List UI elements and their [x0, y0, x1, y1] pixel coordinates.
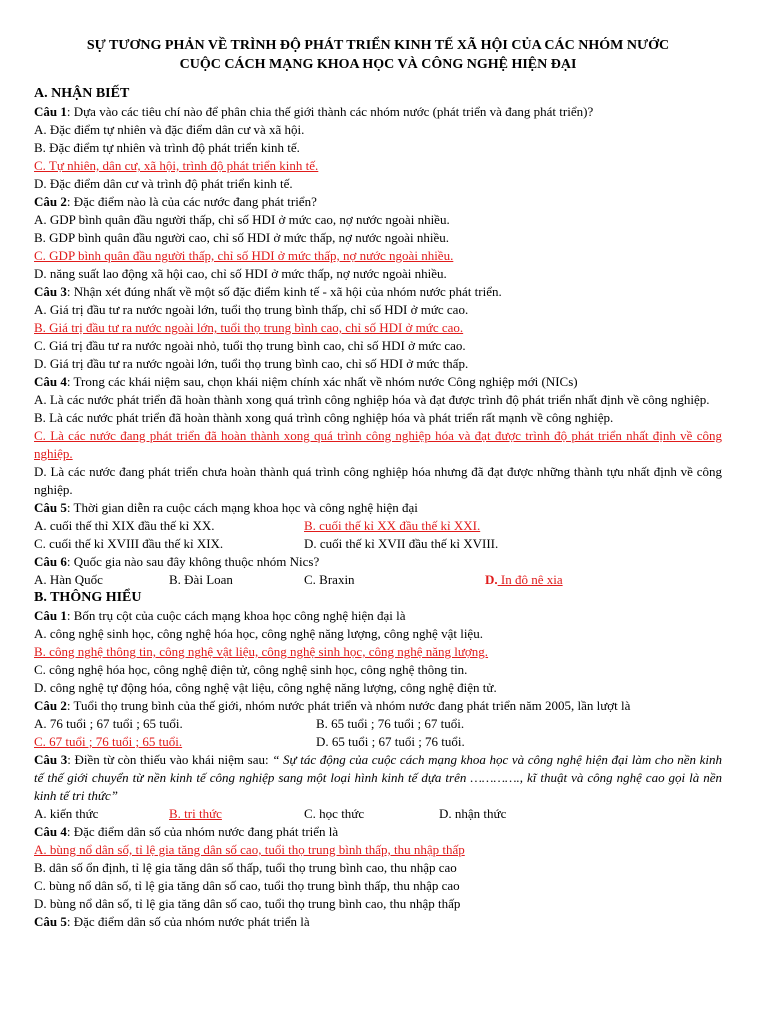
option-c: C. Giá trị đầu tư ra nước ngoài nhỏ, tuổi thọ trung bình cao, chỉ số HDI ở mức cao. — [34, 338, 466, 353]
question-text: : Quốc gia nào sau đây không thuộc nhóm Nics? — [66, 554, 320, 569]
question-b5 — [34, 913, 722, 931]
option-a: A. cuối thế thỉ XIX đầu thế kỉ XX. — [34, 518, 215, 533]
question-b1 — [34, 607, 722, 625]
option-d: D. bùng nổ dân số, tỉ lệ gia tăng dân số cao, tuổi thọ trung bình cao, thu nhập thấp — [34, 896, 461, 911]
question-number: Câu 3 — [34, 284, 67, 299]
option-c-correct: C. GDP bình quân đầu người thấp, chỉ số HDI ở mức thấp, nợ nước ngoài nhiều. — [34, 248, 454, 263]
question-b3 — [34, 751, 722, 805]
question-number: Câu 3 — [34, 752, 68, 767]
option-a: A. Hàn Quốc — [34, 572, 103, 587]
question-quote: “ Sự tác động của cuộc cách mạng khoa học và công nghệ hiện đại làm cho nền kinh tế thế giới chuyển từ nền kinh tế công nghiệp sang một loại hình kinh tế dựa trên …………., kĩ thuật và công nghệ cao gọi là nền kinh tế tri thức” — [34, 752, 723, 803]
option-c-text: C. 67 tuổi ; 76 tuổi ; 65 tuổi. — [34, 734, 183, 749]
option-b: B. 65 tuổi ; 76 tuổi ; 67 tuổi. — [316, 716, 465, 731]
question-text: : Dựa vào các tiêu chí nào để phân chia thế giới thành các nhóm nước (phát triển và đang phát triển)? — [66, 104, 594, 119]
option-b-correct — [169, 805, 304, 823]
question-number: Câu 2 — [34, 194, 67, 209]
options-row — [34, 733, 722, 751]
options-row — [34, 805, 722, 823]
question-a3 — [34, 283, 722, 301]
option-d: D. nhận thức — [439, 806, 507, 821]
option-d: D. Là các nước đang phát triển chưa hoàn thành quá trình công nghiệp hóa nhưng đã đạt được những thành tựu nhất định về công nghiệp. — [34, 464, 722, 497]
option-b-correct: B. công nghệ thông tin, công nghệ vật liệu, công nghệ sinh học, công nghệ năng lượng. — [34, 644, 489, 659]
option-d: D. Giá trị đầu tư ra nước ngoài lớn, tuổi thọ trung bình cao, chỉ số HDI ở mức thấp. — [34, 356, 469, 371]
question-number: Câu 1 — [34, 104, 67, 119]
option-b: B. Là các nước phát triển đã hoàn thành xong quá trình công nghiệp hóa và phát triển rất mạnh về công nghiệp. — [34, 410, 614, 425]
option-c-correct: C. Là các nước đang phát triển đã hoàn thành xong quá trình công nghiệp hóa và đạt được trình độ phát triển nhất định về công nghiệp. — [34, 428, 722, 461]
option-b-text: B. tri thức — [169, 806, 222, 821]
option-b-correct: B. Giá trị đầu tư ra nước ngoài lớn, tuổi thọ trung bình cao, chỉ số HDI ở mức cao. — [34, 320, 464, 335]
option-d-letter: D. — [485, 572, 498, 587]
option-b: B. Đài Loan — [169, 572, 233, 587]
option-a: A. GDP bình quân đầu người thấp, chỉ số HDI ở mức cao, nợ nước ngoài nhiều. — [34, 212, 450, 227]
option-a: A. kiến thức — [34, 806, 99, 821]
section-heading-a: A. NHẬN BIẾT — [34, 86, 130, 101]
title-line-2: CUỘC CÁCH MẠNG KHOA HỌC VÀ CÔNG NGHỆ HIỆN ĐẠI — [179, 57, 577, 72]
question-b2 — [34, 697, 722, 715]
option-c-correct — [34, 733, 316, 751]
option-c: C. học thức — [304, 806, 365, 821]
option-d-text: In đô nê xia — [497, 572, 563, 587]
question-number: Câu 1 — [34, 608, 67, 623]
option-d: D. công nghệ tự động hóa, công nghệ vật liệu, công nghệ năng lượng, công nghệ điện tử. — [34, 680, 497, 695]
question-a6 — [34, 553, 722, 571]
options-row — [34, 517, 722, 535]
question-b4 — [34, 823, 722, 841]
question-number: Câu 5 — [34, 500, 67, 515]
option-c: C. công nghệ hóa học, công nghệ điện tử, công nghệ sinh học, công nghệ thông tin. — [34, 662, 468, 677]
question-number: Câu 2 — [34, 698, 67, 713]
option-a-correct: A. bùng nổ dân số, tỉ lệ gia tăng dân số cao, tuổi thọ trung bình thấp, thu nhập thấp — [34, 842, 465, 857]
option-c: C. Braxin — [304, 572, 355, 587]
options-row — [34, 571, 722, 589]
option-d: D. 65 tuổi ; 67 tuổi ; 76 tuổi. — [316, 734, 465, 749]
option-b: B. GDP bình quân đầu người cao, chỉ số HDI ở mức thấp, nợ nước ngoài nhiều. — [34, 230, 449, 245]
question-text: : Đặc điểm dân số của nhóm nước đang phát triển là — [66, 824, 339, 839]
question-text: : Điền từ còn thiếu vào khái niệm sau: — [67, 752, 273, 767]
option-b-correct: B. cuối thế kỉ XX đầu thế kỉ XXI. — [304, 518, 481, 533]
options-row — [34, 715, 722, 733]
option-c-correct: C. Tự nhiên, dân cư, xã hội, trình độ phát triển kinh tế. — [34, 158, 319, 173]
options-row — [34, 535, 722, 553]
question-text: : Bốn trụ cột của cuộc cách mạng khoa học công nghệ hiện đại là — [66, 608, 406, 623]
question-a1 — [34, 103, 722, 121]
option-d: D. năng suất lao động xã hội cao, chỉ số HDI ở mức thấp, nợ nước ngoài nhiều. — [34, 266, 447, 281]
question-text: : Tuổi thọ trung bình của thế giới, nhóm nước phát triển và nhóm nước đang phát triển năm 2005, lần lượt là — [66, 698, 631, 713]
question-text: : Nhận xét đúng nhất về một số đặc điểm kinh tế - xã hội của nhóm nước phát triển. — [66, 284, 502, 299]
question-text: : Trong các khái niệm sau, chọn khái niệm chính xác nhất về nhóm nước Công nghiệp mới (NICs) — [66, 374, 578, 389]
document-title — [34, 36, 722, 74]
question-a5 — [34, 499, 722, 517]
option-a: A. công nghệ sinh học, công nghệ hóa học, công nghệ năng lượng, công nghệ vật liệu. — [34, 626, 483, 641]
question-a4 — [34, 373, 722, 391]
option-b: B. Đặc điểm tự nhiên và trình độ phát triển kinh tế. — [34, 140, 300, 155]
option-d-correct — [485, 571, 563, 589]
question-text: : Đặc điểm nào là của các nước đang phát triển? — [66, 194, 317, 209]
option-d: D. cuối thế kỉ XVII đầu thế kỉ XVIII. — [304, 536, 499, 551]
option-a: A. Là các nước phát triển đã hoàn thành xong quá trình công nghiệp hóa và đạt được trình độ phát triển nhất định về công nghiệp. — [34, 392, 710, 407]
question-text: : Đặc điểm dân số của nhóm nước phát triển là — [66, 914, 310, 929]
option-b: B. dân số ổn định, tỉ lệ gia tăng dân số thấp, tuổi thọ trung bình cao, thu nhập cao — [34, 860, 457, 875]
question-text: : Thời gian diễn ra cuộc cách mạng khoa học và công nghệ hiện đại — [66, 500, 418, 515]
option-c: C. cuối thế kỉ XVIII đầu thế kỉ XIX. — [34, 536, 224, 551]
question-number: Câu 4 — [34, 374, 67, 389]
question-number: Câu 4 — [34, 824, 67, 839]
option-a: A. 76 tuổi ; 67 tuổi ; 65 tuổi. — [34, 716, 183, 731]
question-number: Câu 6 — [34, 554, 67, 569]
section-heading-b: B. THÔNG HIỂU — [34, 590, 142, 605]
title-line-1: SỰ TƯƠNG PHẢN VỀ TRÌNH ĐỘ PHÁT TRIỂN KINH TẾ XÃ HỘI CỦA CÁC NHÓM NƯỚC — [86, 38, 670, 53]
document-page — [34, 36, 722, 931]
option-c: C. bùng nổ dân số, tỉ lệ gia tăng dân số cao, tuổi thọ trung bình thấp, thu nhập cao — [34, 878, 460, 893]
option-a: A. Đặc điểm tự nhiên và đặc điểm dân cư và xã hội. — [34, 122, 305, 137]
option-d: D. Đặc điểm dân cư và trình độ phát triển kinh tế. — [34, 176, 293, 191]
question-a2 — [34, 193, 722, 211]
question-number: Câu 5 — [34, 914, 67, 929]
option-a: A. Giá trị đầu tư ra nước ngoài lớn, tuổi thọ trung bình thấp, chỉ số HDI ở mức cao. — [34, 302, 469, 317]
